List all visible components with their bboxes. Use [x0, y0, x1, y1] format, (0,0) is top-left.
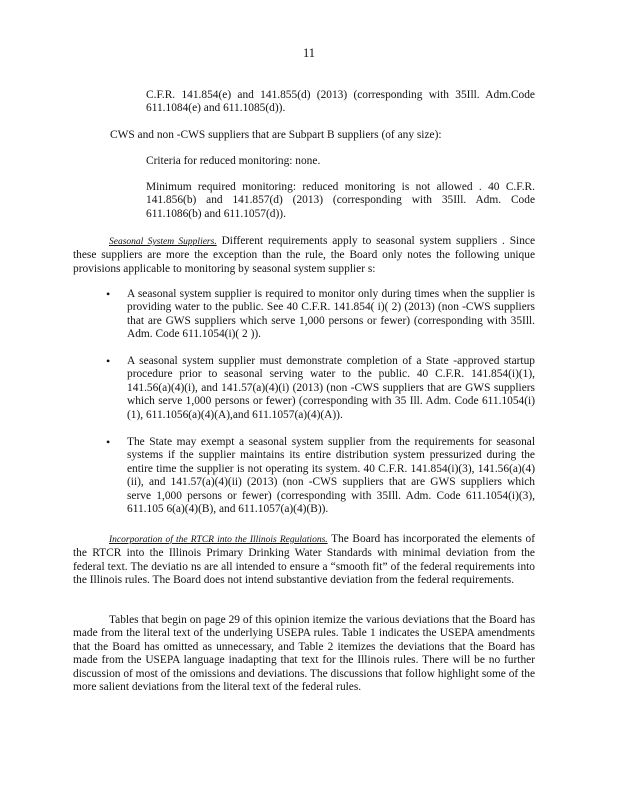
bullet-marker: •	[106, 354, 111, 368]
incorporation-text: The Board has incorporated the elements of the RTCR into the Illinois Primary Drinking Water Standards with minimal deviation from the federal text. The deviatio ns are all intended to ensure a “smooth fit” of the federal requirements into the Illinois rules. The Board does not intend substantive deviation from the federal requirements.	[73, 533, 535, 587]
bullet-item: The State may exempt a seasonal system supplier from the requirements for seasonal systems if the supplier maintains its entire distribution system pressurized during the entire time the supplier is not operating its system. 40 C.F.R. 141.854(i)(3), 141.56(a)(4)(ii), and 141.57(a)(4)(ii) (2013) (non -CWS suppliers that are GWS suppliers which serve 1,000 persons or fewer) (corresponding with 35Ill. Adm. Code 611.1054(i)(3), 611.105 6(a)(4)(B), and 611.1057(a)(4)(B)).	[127, 436, 535, 516]
page-number: 11	[302, 46, 316, 60]
minimum-monitoring: Minimum required monitoring: reduced monitoring is not allowed . 40 C.F.R. 141.856(b) and 141.857(d) (2013) (corresponding with 35Ill. Adm. Code 611.1086(b) and 611.1057(d)).	[146, 181, 535, 220]
criteria-line: Criteria for reduced monitoring: none.	[146, 155, 321, 167]
bullet-item: A seasonal system supplier is required to monitor only during times when the supplier is providing water to the public. See 40 C.F.R. 141.854( i)( 2) (2013) (non -CWS suppliers that are GWS suppliers which serve 1,000 persons or fewer) (corresponding with 35Ill. Adm. Code 611.1054(i)( 2 )).	[127, 288, 535, 341]
incorporation-heading: Incorporation of the RTCR into the Illinois Regulations.	[109, 535, 328, 545]
seasonal-text: Different requirements apply to seasonal system suppliers . Since these suppliers are more the exception than the rule, the Board only notes the following unique provisions applicable to monitoring by seasonal system supplier s:	[73, 235, 535, 275]
seasonal-heading: Seasonal System Suppliers.	[109, 237, 217, 247]
bullet-marker: •	[106, 435, 111, 449]
intro-citation: C.F.R. 141.854(e) and 141.855(d) (2013) (corresponding with 35Ill. Adm.Code 611.1084(e) and 611.1085(d)).	[146, 89, 535, 115]
bullet-item: A seasonal system supplier must demonstrate completion of a State -approved startup procedure prior to seasonal serving water to the public. 40 C.F.R. 141.854(i)(1), 141.56(a)(4)(i), and 141.57(a)(4)(i) (2013) (non -CWS suppliers that are GWS suppliers which serve 1,000 persons or fewer) (corresponding with 35 Ill. Adm. Code 611.1054(i)(1), 611.1056(a)(4)(A),and 611.1057(a)(4)(A)).	[127, 355, 535, 421]
bullet-marker: •	[106, 287, 111, 301]
cws-heading: CWS and non -CWS suppliers that are Subpart B suppliers (of any size):	[110, 129, 442, 141]
incorporation-paragraph	[73, 533, 535, 588]
tables-paragraph: Tables that begin on page 29 of this opinion itemize the various deviations that the Board has made from the literal text of the underlying USEPA rules. Table 1 indicates the USEPA amendments that the Board has omitted as unnecessary, and Table 2 itemizes the deviations that the Board has made from the USEPA language inadapting that text for the Illinois rules. There will be no further discussion of most of the omissions and deviations. The discussions that follow highlight some of the more salient deviations from the literal text of the federal rules.	[73, 614, 535, 694]
seasonal-paragraph	[73, 235, 535, 276]
